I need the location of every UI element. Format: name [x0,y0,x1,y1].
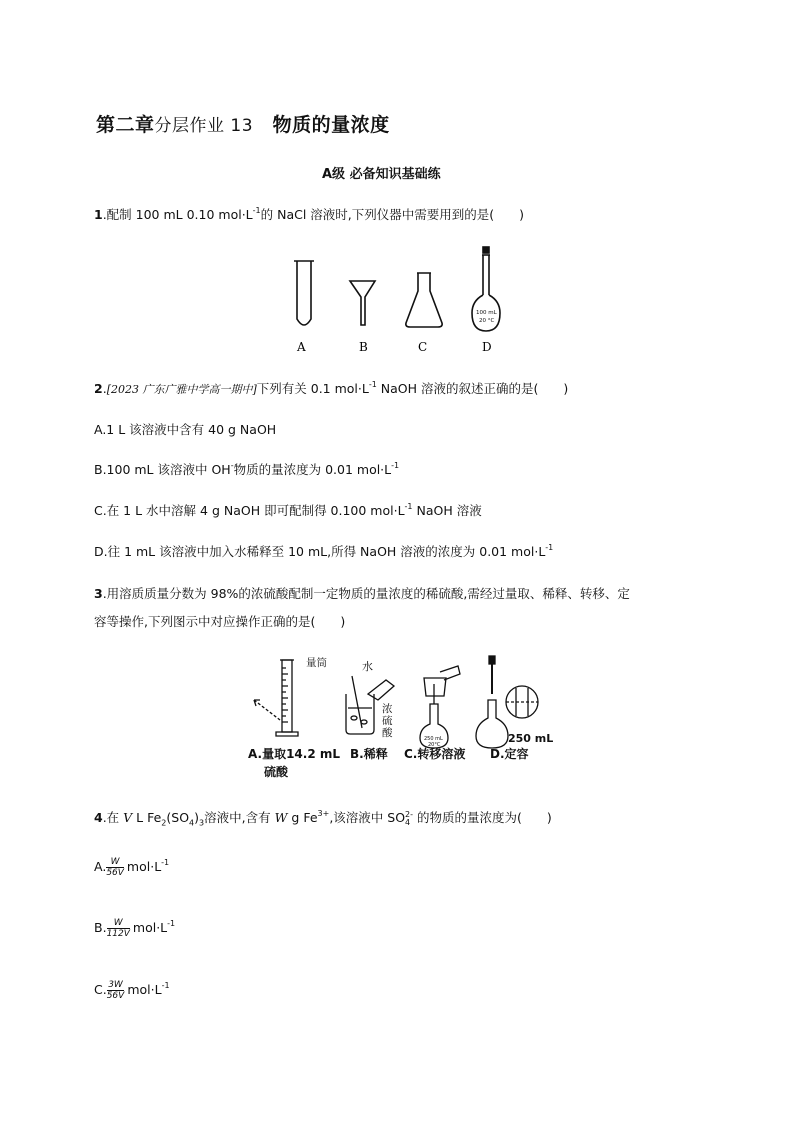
q1-sup: -1 [252,206,261,215]
flask-volume-label: 100 mL [476,310,497,316]
q4-sup1: 3+ [317,809,330,818]
flask-temp-label: 20 °C [479,318,495,324]
option-c-label: C [418,340,428,354]
q4-number: 4 [94,810,103,825]
q2-b-pre: B.100 mL 该溶液中 OH [94,462,231,477]
work-label: 分层作业 13 [154,116,254,136]
q4-a-fraction [106,857,124,878]
q4-sub1: 2 [161,818,167,828]
caption-a-line2: 硫酸 [264,765,289,779]
q2-c-sup: -1 [404,502,413,511]
test-tube-icon [294,261,314,325]
option-a-label: A [297,340,306,354]
topic-label: 物质的量浓度 [272,114,390,136]
q2-option-a: A.1 L 该溶液中含有 40 g NaOH [94,422,277,437]
q4-mid1: L Fe [132,810,162,825]
q4-b-fraction [107,918,130,939]
funnel-icon [350,281,375,325]
q2-b-mid: 物质的量浓度为 0.01 mol·L [233,462,392,477]
volumetric-flask-icon [472,247,500,331]
q4-a-num: W [106,857,124,868]
q4-post: 的物质的量浓度为( ) [413,810,552,825]
question-2: 2.[2023 广东广雅中学高一期中]下列有关 0.1 $mol\cdot L^{-1}$ NaOH 溶液的叙述正确的是( ) [94,380,569,396]
caption-c: C.转移溶液 [404,747,466,761]
q4-mid4: 溶液中,含有 [204,810,275,825]
q2-number: 2 [94,381,103,396]
q4-ion-sub: 4 [405,817,411,827]
acid-label-1: 浓 [382,703,393,715]
q2-text-pre: 下列有关 0.1 mol·L [256,381,369,396]
q4-a-label: A. [94,859,107,874]
q1-text-post: 的 NaCl 溶液时,下列仪器中需要用到的是( ) [260,207,525,222]
chapter-label: 第二章 [96,114,155,136]
q4-mid2: (SO [166,810,190,825]
q4-a-den: 56V [106,868,124,878]
q2-option-b [94,460,399,478]
q4-mid6: ,该溶液中 SO [329,810,406,825]
q4-pre: .在 [102,810,124,825]
q2-text-post: NaOH 溶液的叙述正确的是( ) [376,381,569,396]
caption-a-line1: A.量取14.2 mL [248,747,341,761]
caption-b: B.稀释 [350,747,388,761]
q4-ion-sup: 2- [405,809,414,819]
q4-mid5: g Fe [287,810,318,825]
q4-v: V [123,810,133,825]
q2-b-sup2: -1 [391,461,400,470]
q4-option-c [94,980,170,1001]
water-label: 水 [362,660,373,673]
volume-label: 250 mL [508,732,554,745]
q4-sub3: 3 [199,818,205,828]
q2-c-pre: C.在 1 L 水中溶解 4 g NaOH 即可配制得 0.100 mol·L [94,503,405,518]
acid-label-3: 酸 [382,727,393,739]
q4-w: W [274,810,288,825]
q4-b-sup: -1 [167,919,176,928]
option-b-label: B [359,340,368,354]
q2-b-sup1: - [230,461,234,470]
transfer-flask-temp: 20°C [428,742,441,748]
q4-c-unit: mol·L [127,982,162,997]
q4-mid3: ) [194,810,200,825]
q1-apparatus-figure [280,245,520,360]
option-d-label: D [482,340,492,354]
q2-sup: -1 [368,380,377,389]
q4-b-den: 112V [106,929,130,939]
q2-c-post: NaOH 溶液 [412,503,482,518]
question-1 [94,205,524,223]
graduated-cylinder-icon [254,660,298,736]
q4-a-sup: -1 [161,858,170,867]
caption-d: D.定容 [490,747,529,761]
page-title [96,110,390,137]
q4-sub2: 4 [189,818,195,828]
q4-c-fraction [107,980,125,1001]
q1-text-pre: .配制 100 mL 0.10 mol·L [102,207,253,222]
q3-line2: 容等操作,下列图示中对应操作正确的是( ) [94,614,346,629]
q4-c-sup: -1 [161,981,170,990]
section-heading: A级 必备知识基础练 [322,167,441,182]
q3-line1: .用溶质质量分数为 98%的浓硫酸配制一定物质的量浓度的稀硫酸,需经过量取、稀释、转移、定 [102,586,630,601]
q4-option-b [94,918,175,939]
q4-b-label: B. [94,920,107,935]
q4-b-num: W [107,918,130,929]
q4-c-num: 3W [108,980,123,990]
q1-number: 1 [94,207,103,222]
q3-number: 3 [94,586,103,601]
q2-source: [2023 广东广雅中学高一期中] [106,383,257,396]
question-4 [94,808,552,828]
q2-option-c [94,501,482,519]
acid-label-2: 硫 [382,715,393,727]
q4-b-unit: mol·L [132,920,168,935]
q3-operations-figure [244,654,560,784]
question-3 [94,584,630,602]
cylinder-label: 量筒 [306,657,327,669]
sulfate-charge [405,811,413,827]
q4-c-label: C. [94,982,107,997]
transfer-flask-vol: 250 mL [424,736,443,742]
q4-c-den: 56V [106,991,125,1001]
q2-d-pre: D.往 1 mL 该溶液中加入水稀释至 10 mL,所得 NaOH 溶液的浓度为 0.01 mol·L [94,544,546,559]
conical-flask-icon [406,273,442,327]
q2-option-d [94,542,553,560]
q2-d-sup: -1 [545,543,554,552]
q4-option-a [94,857,169,878]
q4-a-unit: mol·L [126,859,162,874]
